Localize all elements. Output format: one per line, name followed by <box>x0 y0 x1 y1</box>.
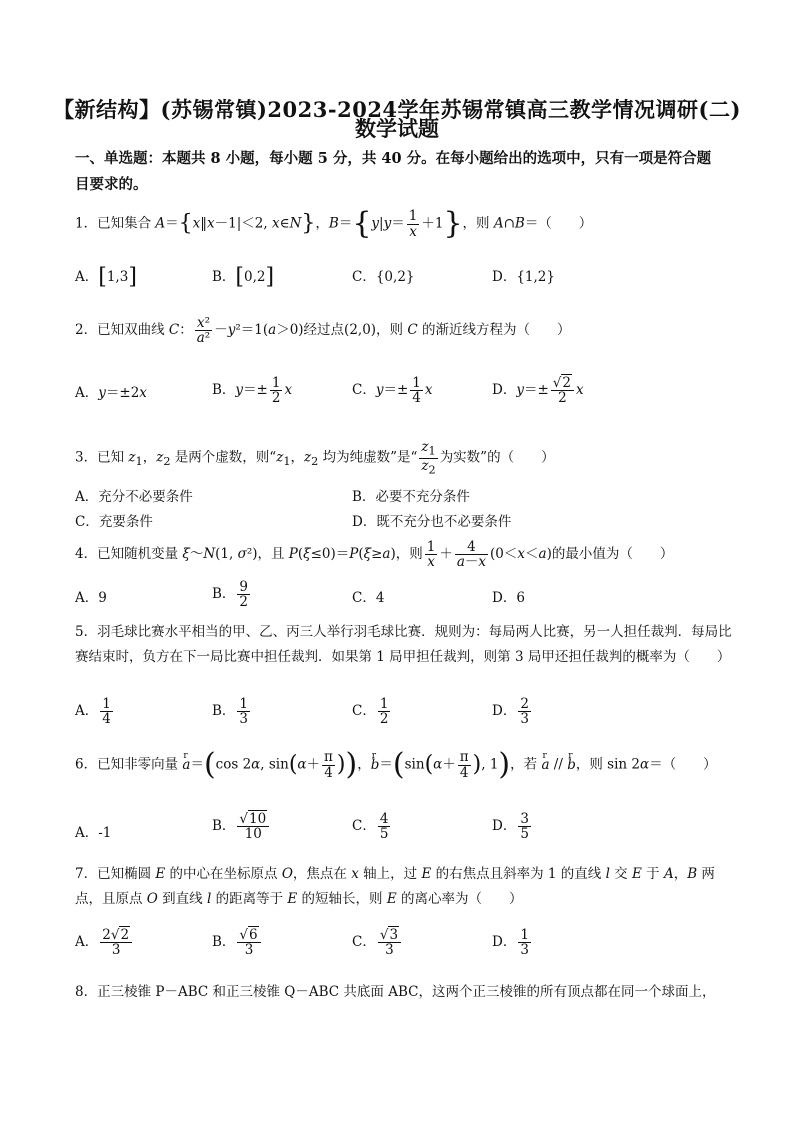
option-1d: D．{1,2} <box>492 269 555 285</box>
question-8 <box>75 980 745 1005</box>
option-4c: C．4 <box>352 590 385 606</box>
question-number: 7． <box>75 866 98 882</box>
option-7d: D． $\frac{1}{3}$ <box>492 927 529 959</box>
option-6c: C． $\frac{4}{5}$ <box>352 811 389 843</box>
option-3a: A．充分不必要条件 <box>75 489 193 505</box>
option-3c: C．充要条件 <box>75 514 153 530</box>
question-4: 4．已知随机变量 ξ～N(1, σ²)，且 P(ξ≤0)＝P(ξ≥a)，则 $\frac{1}{x}$ ＋ $\frac{4}{a-x}$ (0＜x＜a)的最小值为（ ） <box>75 539 674 571</box>
question-number: 4． <box>75 546 98 563</box>
question-number: 8． <box>75 984 98 1000</box>
option-7a: A． $\frac{2√2}{3}$ <box>75 928 134 957</box>
option-2a: A．y＝±2x <box>75 385 147 401</box>
option-6d: D． $\frac{3}{5}$ <box>492 811 529 843</box>
question-3: 3．已知 $z_1$，$z_2$ 是两个虚数，则“$z_1$，$z_2$ 均为纯虚数”是“ $\frac{z_1}{z_2}$ 为实数”的（ ） <box>75 439 555 477</box>
question-7: 7．已知椭圆 E 的中心在坐标原点 O，焦点在 x 轴上，过 E 的右焦点且斜率为 1 的直线 l 交 E 于 A，B 两点，且原点 O 到直线 l 的距离等于 E 的短轴长，则 E 的离心率为（ ） <box>75 866 715 907</box>
option-7b: B． $\frac{√6}{3}$ <box>212 928 263 957</box>
option-4a: A．9 <box>75 590 107 606</box>
question-number: 1． <box>75 215 98 232</box>
question-number: 5． <box>75 624 98 640</box>
option-5a: A． $\frac{1}{4}$ <box>75 696 111 728</box>
question-number: 2． <box>75 322 98 339</box>
section-heading: 一、单选题：本题共 8 小题，每小题 5 分，共 40 分。在每小题给出的选项中，只有一项是符合题目要求的。 <box>75 150 712 193</box>
option-5c: C． $\frac{1}{2}$ <box>352 696 389 728</box>
option-2d: D．y＝± $\frac{√2}{2}$ x <box>492 375 584 407</box>
option-6a: A．-1 <box>75 825 112 841</box>
option-3d: D．既不充分也不必要条件 <box>352 514 512 530</box>
question-5-text: 羽毛球比赛水平相当的甲、乙、丙三人举行羽毛球比赛．规则为：每局两人比赛，另一人担任裁判．每局比赛结束时，负方在下一局比赛中担任裁判．如果第 1 局甲担任裁判，则第 3 局甲还担任裁判的概率为（ ） <box>75 624 732 665</box>
option-1b: B．[0,2] <box>212 264 275 290</box>
option-1a: A．[1,3] <box>75 264 137 290</box>
question-number: 3． <box>75 449 98 466</box>
option-1c: C．{0,2} <box>352 269 415 285</box>
question-8-text: 正三棱锥 P－ABC 和正三棱锥 Q－ABC 共底面 ABC，这两个正三棱锥的所有顶点都在同一个球面上， <box>97 984 716 1000</box>
option-5b: B． $\frac{1}{3}$ <box>212 696 249 728</box>
exam-title: 【新结构】(苏锡常镇)2023-2024学年苏锡常镇高三教学情况调研(二) <box>53 97 741 122</box>
question-1: 1．已知集合 A＝{x‖x－1|＜2, x∈N}，B＝{y|y＝ $\frac{1}{x}$ ＋1}，则 A∩B＝（ ） <box>75 206 593 241</box>
question-number: 6． <box>75 756 98 773</box>
option-4d: D．6 <box>492 590 525 606</box>
option-5d: D． $\frac{2}{3}$ <box>492 696 529 728</box>
option-3b: B．必要不充分条件 <box>352 489 470 505</box>
option-2c: C．y＝± $\frac{1}{4}$ x <box>352 375 433 407</box>
exam-subtitle: 数学试题 <box>355 116 439 141</box>
question-5 <box>75 620 735 670</box>
question-6: 6．已知非零向量 r a＝(cos 2α, sin(α＋ $\frac{\pi}{4}$ ))，r b＝(sin(α＋ $\frac{\pi}{4}$ ), 1)，若 r a // r b，则 sin 2α＝（ ） <box>75 750 735 780</box>
option-2b: B．y＝± $\frac{1}{2}$ x <box>212 375 293 407</box>
option-4b: B． $\frac{9}{2}$ <box>212 579 249 611</box>
option-6b: B． $\frac{√10}{10}$ <box>212 812 271 841</box>
question-2: 2．已知双曲线 C： $\frac{\text{x²}}{\text{a²}}$ －y²＝1(a＞0)经过点(2,0)，则 C 的渐近线方程为（ ） <box>75 315 571 347</box>
option-7c: C． $\frac{√3}{3}$ <box>352 928 403 957</box>
